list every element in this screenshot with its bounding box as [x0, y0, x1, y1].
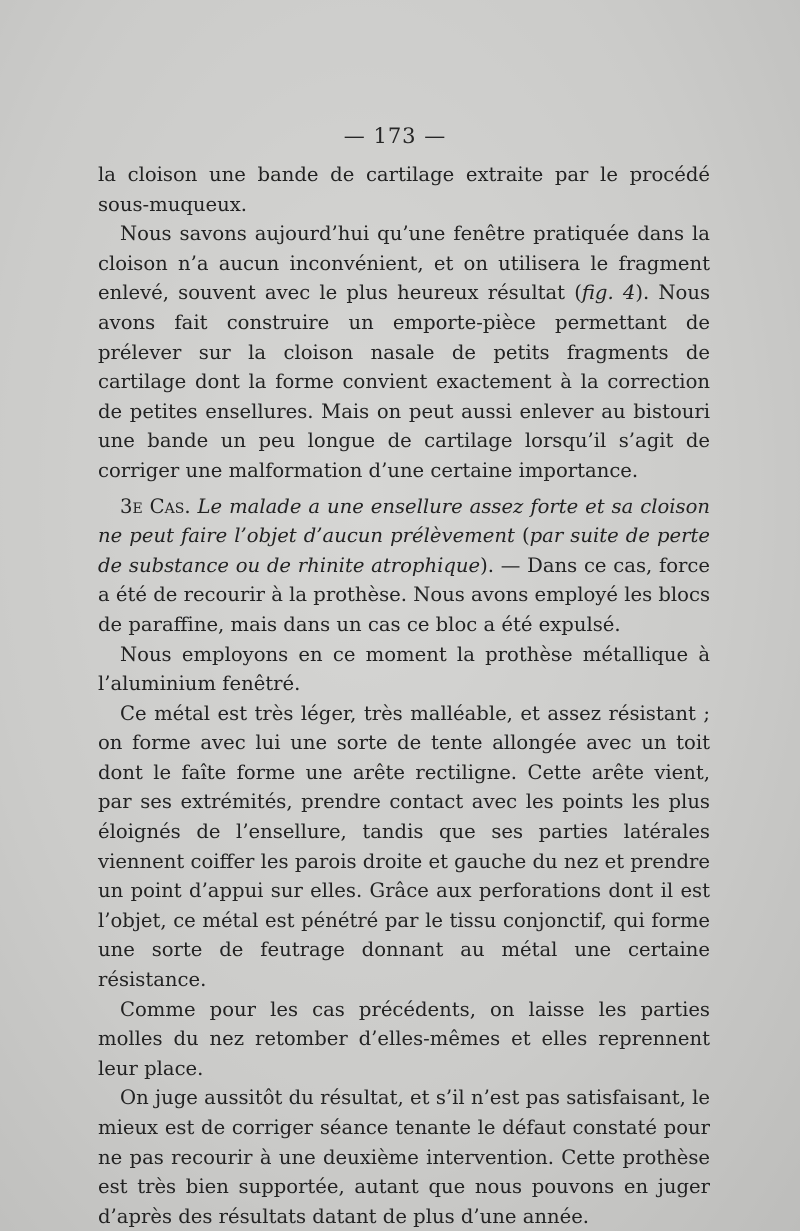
paragraph-1: la cloison une bande de cartilage extraite par le procédé sous-muqueux.: [98, 163, 710, 216]
page-number: — 173 —: [343, 124, 447, 148]
case-subtitle-italic: par suite de perte de substance ou de rhinite atrophique: [98, 524, 710, 577]
case-label: 3e Cas.: [120, 494, 191, 518]
paragraph-3-text: ). — Dans ce cas, force a été de recourir à la prothèse. Nous avons employé les blocs de paraffine, mais dans un cas ce bloc a été expulsé.: [98, 553, 710, 636]
body-text: [98, 160, 710, 1231]
paragraph-5: Ce métal est très léger, très malléable, et assez résistant ; on forme avec lui une sorte de tente allongée avec un toit dont le faîte forme une arête rectiligne. Cette arête vient, par ses extrémités, prendre contact avec les points les plus éloignés de l’ensellure, tandis que ses parties latérales viennent coiffer les parois droite et gauche du nez et prendre un point d’appui sur elles. Grâce aux perforations dont il est l’objet, ce métal est pénétré par le tissu conjonctif, qui forme une sorte de feutrage donnant au métal une certaine résistance.: [98, 701, 710, 992]
paragraph-4: Nous employons en ce moment la prothèse métallique à l’aluminium fenêtré.: [98, 642, 710, 696]
figure-reference: fig. 4: [581, 281, 636, 305]
case-paren-open: (: [514, 524, 530, 548]
paragraph-3: [98, 492, 710, 640]
paragraph-6: Comme pour les cas précédents, on laisse les parties molles du nez retomber d’elles-mêmes et elles reprennent leur place.: [98, 997, 710, 1080]
paragraph-2-text-end: ). Nous avons fait construire un emporte-pièce permettant de prélever sur la cloison nasale de petits fragments de cartilage dont la forme convient exactement à la correction de petites ensellures. Mais on peut aussi enlever au bistouri une bande un peu longue de cartilage lorsqu’il s’agit de corriger une malformation d’une certaine importance.: [98, 281, 710, 482]
paragraph-2-text: Nous savons aujourd’hui qu’une fenêtre pratiquée dans la cloison n’a aucun inconvénient, et on utilisera le fragment enlevé, souvent avec le plus heureux résultat (: [98, 222, 710, 305]
paragraph-7: On juge aussitôt du résultat, et s’il n’est pas satisfaisant, le mieux est de corriger séance tenante le défaut constaté pour ne pas recourir à une deuxième intervention. Cette prothèse est très bien supportée, autant que nous pouvons en juger d’après des résultats datant de plus d’une année.: [98, 1086, 710, 1228]
paragraph-2: [98, 219, 710, 485]
case-title-italic: Le malade a une ensellure assez forte et sa cloison ne peut faire l’objet d’aucun prélèvement: [98, 494, 710, 548]
